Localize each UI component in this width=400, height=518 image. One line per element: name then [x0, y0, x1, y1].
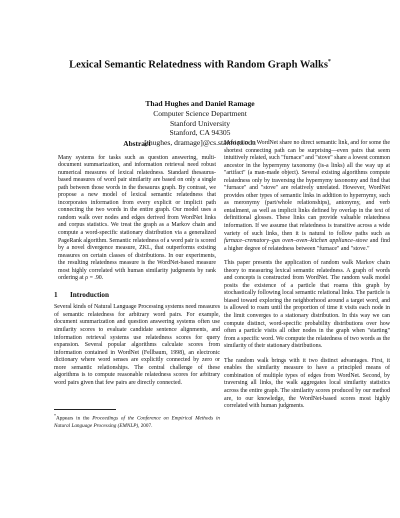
section-heading-introduction [54, 292, 220, 300]
footnote-mark: * [54, 413, 56, 419]
paragraph-1-text-b: and find a higher degree of relatedness between "furnace" and "stove." [224, 238, 390, 252]
body-paragraph-1 [224, 140, 390, 253]
section-number: 1 [54, 290, 58, 299]
abstract-text: Many systems for tasks such as question answering, multi-document summarization, and information retrieval need robust numerical measures of lexical relatedness. Standard thesaurus-based measures of word pair similarity are based on only a single path between those words in the thesaurus graph. By contrast, we propose a new model of lexical semantic relatedness that incorporates information from every explicit or implicit path connecting the two words in the entire graph. Our model uses a random walk over nodes and edges derived from WordNet links and corpus statistics. We treat the graph as a Markov chain and compute a word-specific stationary distribution via a generalized PageRank algorithm. Semantic relatedness of a word pair is scored by a novel divergence measure, ZKL, that outperforms existing measures on certain classes of distributions. In our experiments, the resulting relatedness measure is the WordNet-based measure most highly correlated with human similarity judgments by rank ordering at ρ = .90. [58, 154, 216, 282]
footnote-divider [54, 409, 116, 410]
footnote [54, 413, 220, 429]
author-location: Stanford, CA 94305 [169, 128, 231, 138]
section-title: Introduction [70, 290, 110, 299]
body-paragraph-3: The random walk brings with it two distinct advantages. First, it enables the similarity measure to have a principled means of combination of multiple types of edges from WordNet. Second, by traversing all links, the walk aggregates local similarity statistics across the entire graph. The similarity scores produced by our method are, to our knowledge, the WordNet-based scores most highly correlated with human judgments. [224, 357, 390, 410]
footnote-text-before: Appears in the [56, 416, 93, 423]
author-names: Thad Hughes and Daniel Ramage [145, 99, 255, 108]
abstract-heading: Abstract [123, 139, 151, 148]
body-paragraph-2: This paper presents the application of random walk Markov chain theory to measuring lexical semantic relatedness. A graph of words and concepts is constructed from WordNet. The random walk model posits the existence of a particle that roams this graph by stochastically following local semantic relational links. The particle is biased toward exploring the neighborhood around a target word, and is allowed to roam until the proportion of time it visits each node in the limit converges to a stationary distribution. In this way we can compute distinct, word-specific probability distributions over how often a particle visits all other nodes in the graph when "starting" from a specific word. We compute the relatedness of two words as the similarity of their stationary distributions. [224, 260, 390, 350]
left-column [54, 140, 220, 429]
paper-title [20, 56, 380, 72]
paragraph-1-path: furnace–crematory–gas oven–oven–kitchen appliance–stove [224, 238, 368, 245]
paper-title-text: Lexical Semantic Relatedness with Random Graph Walks [69, 59, 328, 71]
author-department: Computer Science Department [153, 108, 247, 118]
paragraph-1-text-a: Most pairs in WordNet share no direct semantic link, and for some the shortest connecting path can be surprising—even pairs that seem intuitively related, such "furnace" and "stove" share a lowest common ancestor in the hypernymy taxonomy (is-a links) all the way up at "artifact" (a man-made object). Several existing algorithms compute relatedness only by traversing the hypernymy taxonomy and find that "furnace" and "stove" are relatively unrelated. However, WordNet provides other types of semantic links in addition to hypernymy, such as meronymy (part/whole relationships), antonymy, and verb entailment, as well as implicit links defined by overlap in the text of definitional glosses. These links can provide valuable relatedness information. If we assume that relatedness is transitive across a wide variety of such links, then it is natural to follow paths such as [224, 140, 390, 237]
footnote-venue: Proceedings of the Conference on Empirical Methods in Natural Language Processing (EMNLP) [54, 416, 220, 429]
title-footnote-mark: * [327, 59, 331, 65]
introduction-paragraph: Several kinds of Natural Language Processing systems need measures of semantic relatedness for arbitrary word pairs. For example, document summarization and question answering systems often use similarity scores to evaluate candidate sentence alignments, and information retrieval systems use relatedness scores for query expansion. Several popular algorithms calculate scores from information contained in WordNet (Fellbaum, 1998), an electronic dictionary where word senses are explicitly connected by zero or more semantic relationships. The central challenge of these algorithms is to compute reasonable relatedness scores for arbitrary word pairs given that few pairs are directly connected. [54, 304, 220, 386]
right-column [224, 140, 390, 411]
author-university: Stanford University [169, 118, 231, 128]
author-email: [thughes, dramage]@cs.stanford.edu [144, 138, 256, 148]
footnote-text-after: , 2007. [138, 422, 153, 429]
